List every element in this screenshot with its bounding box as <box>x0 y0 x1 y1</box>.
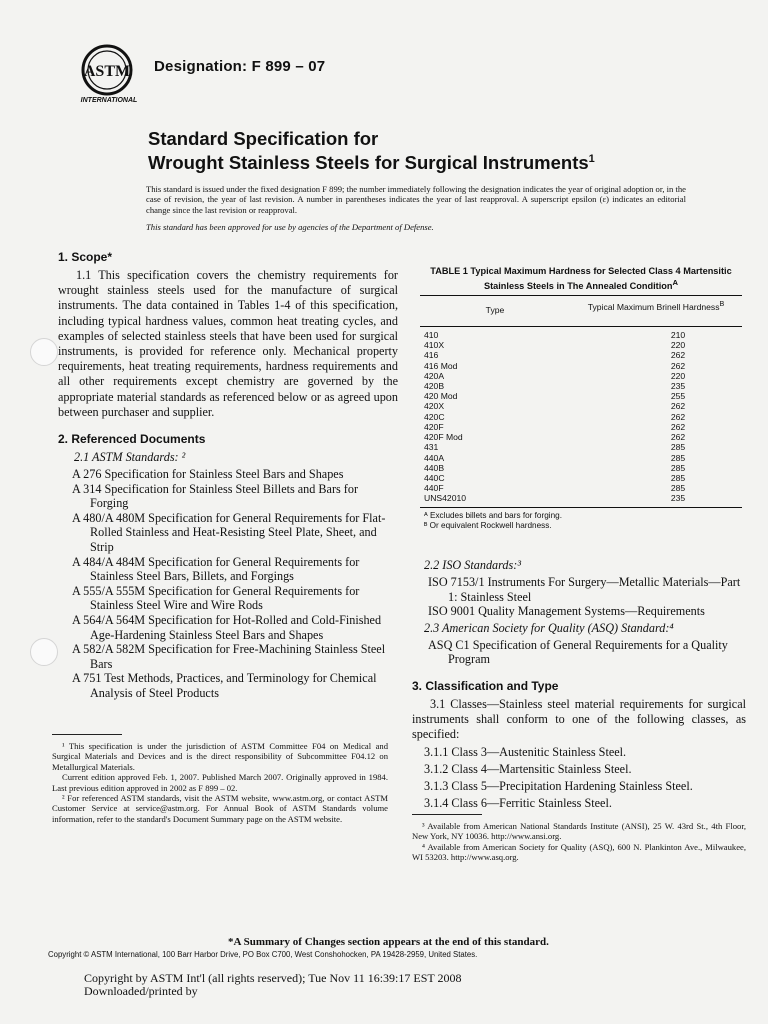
table-row <box>420 493 742 503</box>
download-stamp-line-2: Downloaded/printed by <box>84 984 198 998</box>
approval-note: This standard has been approved for use by agencies of the Department of Defense. <box>146 222 434 233</box>
cell-hardness: 220 <box>670 370 686 381</box>
table-row <box>420 422 742 432</box>
cell-hardness: 285 <box>670 442 686 453</box>
reference-item: A 480/A 480M Specification for General Requirements for Flat-Rolled Stainless and Heat-Resisting Steel Plate, Sheet, and Strip <box>72 510 386 554</box>
cell-type: UNS42010 <box>424 493 467 504</box>
cell-hardness: 210 <box>670 330 686 341</box>
footnote: Current edition approved Feb. 1, 2007. Published March 2007. Originally approved in 1984. Last previous edition approved in 2002 as F 899 – 02. <box>52 772 388 793</box>
table-row <box>420 371 742 381</box>
references-heading: 2. Referenced Documents <box>58 432 206 447</box>
footnote-divider <box>412 814 482 815</box>
cell-hardness: 285 <box>670 462 686 473</box>
table-row <box>420 391 742 401</box>
class-item: 3.1.1 Class 3—Austenitic Stainless Steel. <box>424 744 627 759</box>
table-1 <box>420 266 742 531</box>
footnote-divider <box>52 734 122 735</box>
cell-hardness: 262 <box>670 360 686 371</box>
iso-standards-heading: 2.2 ISO Standards:³ <box>424 558 521 572</box>
intro-text: This standard is issued under the fixed designation F 899; the number immediately following the designation indicates the year of original adoption or, in the case of revision, the year of last revision. A number in parentheses indicates the year of last reapproval. A superscript epsilon (ε) indicates an editorial change since the last revision or reapproval. <box>146 184 686 215</box>
right-footnotes <box>412 814 746 863</box>
cell-hardness: 262 <box>670 350 686 361</box>
astm-logo-icon <box>74 40 144 106</box>
reference-item: A 314 Specification for Stainless Steel Billets and Bars for Forging <box>72 481 359 511</box>
cell-type: 420C <box>424 411 445 422</box>
cell-type: 420F <box>424 421 444 432</box>
cell-type: 420 Mod <box>424 391 458 402</box>
reference-item: A 751 Test Methods, Practices, and Terminology for Chemical Analysis of Steel Products <box>72 671 377 700</box>
iso-reference-item: ISO 9001 Quality Management Systems—Requirements <box>428 604 705 619</box>
cell-type: 420F Mod <box>424 432 463 443</box>
cell-hardness: 285 <box>670 483 686 494</box>
table-note-b: ᴮ Or equivalent Rockwell hardness. <box>424 520 552 530</box>
table-row <box>420 361 742 371</box>
table-row <box>420 463 742 473</box>
cell-hardness: 262 <box>670 432 686 443</box>
reference-item: A 564/A 564M Specification for Hot-Rolled and Cold-Finished Age-Hardening Stainless Steel Bars and Shapes <box>72 612 382 642</box>
asq-standard-heading: 2.3 American Society for Quality (ASQ) Standard:⁴ <box>424 620 674 635</box>
cell-type: 431 <box>424 442 439 453</box>
cell-type: 440F <box>424 483 444 494</box>
footnote: ¹ This specification is under the jurisdiction of ASTM Committee F04 on Medical and Surgical Materials and Devices and is the direct responsibility of Subcommittee F04.12 on Metallurgical Materials. <box>52 741 388 772</box>
punch-hole <box>30 638 58 666</box>
class-item: 3.1.2 Class 4—Martensitic Stainless Steel. <box>424 761 632 776</box>
table-note-a: ᴬ Excludes billets and bars for forging. <box>424 510 562 520</box>
col-hardness: Typical Maximum Brinell Hardness$^B$ <box>587 300 725 312</box>
download-stamp-line-1: Copyright by ASTM Int'l (all rights reserved); Tue Nov 11 16:39:17 EST 2008 <box>84 971 462 985</box>
classification-paragraph: 3.1 Classes—Stainless steel material requirements for surgical instruments shall conform to one of the following classes, as specified: <box>412 696 746 742</box>
cell-type: 416 Mod <box>424 360 458 371</box>
footnote: ² For referenced ASTM standards, visit the ASTM website, www.astm.org, or contact ASTM Customer Service at service@astm.org. For Annual Book of ASTM Standards volume information, refer to the standard's Document Summary page on the ASTM website. <box>52 793 388 824</box>
cell-type: 410 <box>424 330 439 341</box>
cell-hardness: 262 <box>670 421 686 432</box>
title-line-1: Standard Specification for <box>148 128 379 149</box>
table-row <box>420 330 742 340</box>
classification-heading: 3. Classification and Type <box>412 678 559 693</box>
copyright-notice: Copyright © ASTM International, 100 Barr Harbor Drive, PO Box C700, West Conshohocken, PA 19428-2959, United States. <box>48 950 478 959</box>
summary-note: *A Summary of Changes section appears at the end of this standard. <box>228 936 549 948</box>
cell-type: 440B <box>424 462 445 473</box>
table-row <box>420 340 742 350</box>
astm-standards-heading: 2.1 ASTM Standards: ² <box>74 450 186 465</box>
reference-item: A 555/A 555M Specification for General Requirements for Stainless Steel Wire and Wire Rods <box>72 583 360 613</box>
cell-hardness: 235 <box>670 493 686 504</box>
punch-hole <box>30 338 58 366</box>
cell-type: 420A <box>424 370 445 381</box>
col-type: Type <box>485 305 505 316</box>
reference-item: A 484/A 484M Specification for General Requirements for Stainless Steel Bars, Billets, and Forgings <box>72 554 360 584</box>
iso-reference-item: ISO 7153/1 Instruments For Surgery—Metallic Materials—Part 1: Stainless Steel <box>428 575 741 604</box>
cell-hardness: 285 <box>670 452 686 463</box>
table-row <box>420 381 742 391</box>
cell-hardness: 235 <box>670 381 686 392</box>
table-row <box>420 442 742 452</box>
cell-hardness: 262 <box>670 401 686 412</box>
logo-subtext: INTERNATIONAL <box>80 97 138 104</box>
cell-type: 410X <box>424 340 445 351</box>
title-line-2: Wrought Stainless Steels for Surgical Instruments$^1$ <box>148 152 595 174</box>
left-footnotes <box>52 734 388 824</box>
class-item: 3.1.3 Class 5—Precipitation Hardening Stainless Steel. <box>424 778 693 793</box>
scope-paragraph: 1.1 This specification covers the chemistry requirements for wrought stainless steels used for the manufacture of surgical instruments. The data contained in Tables 1-4 of this specification, including typical hardness values, common heat treating cycles, and examples of selected stainless steels that have been used for surgical instruments, is provided for reference only. Mechanical property requirements, heat treating requirements, hardness requirements and all other requirements except chemistry are governed by the appropriate material standards as referenced below or as agreed upon between purchaser and supplier. <box>58 268 398 419</box>
cell-type: 416 <box>424 350 439 361</box>
table-header <box>420 299 742 323</box>
cell-hardness: 255 <box>670 391 686 402</box>
reference-item: A 582/A 582M Specification for Free-Machining Stainless Steel Bars <box>72 642 386 671</box>
table-row <box>420 401 742 411</box>
asq-reference-item: ASQ C1 Specification of General Requirements for a Quality Program <box>428 637 728 667</box>
table-row <box>420 483 742 493</box>
download-stamp <box>84 972 724 998</box>
cell-hardness: 285 <box>670 472 686 483</box>
table-caption: TABLE 1 Typical Maximum Hardness for Selected Class 4 Martensitic Stainless Steels in The Annealed Condition$^A$ <box>430 266 732 292</box>
footnote: ³ Available from American National Standards Institute (ANSI), 25 W. 43rd St., 4th Floor, New York, NY 10036. http://www.ansi.org. <box>412 821 746 842</box>
table-row <box>420 432 742 442</box>
cell-type: 420B <box>424 381 445 392</box>
left-column <box>58 250 398 701</box>
cell-hardness: 220 <box>670 340 686 351</box>
class-item: 3.1.4 Class 6—Ferritic Stainless Steel. <box>424 795 612 810</box>
table-row <box>420 453 742 463</box>
table-row <box>420 350 742 360</box>
right-column <box>412 556 746 813</box>
cell-type: 440C <box>424 472 445 483</box>
cell-hardness: 262 <box>670 411 686 422</box>
designation: Designation: F 899 – 07 <box>154 58 326 75</box>
intro-notice <box>146 184 686 233</box>
footnote: ⁴ Available from American Society for Quality (ASQ), 600 N. Plankinton Ave., Milwaukee, WI 53203. http://www.asq.org. <box>412 841 746 863</box>
cell-type: 420X <box>424 401 445 412</box>
table-row <box>420 412 742 422</box>
document-title <box>148 128 595 173</box>
scope-heading: 1. Scope* <box>58 250 113 264</box>
logo-text: ASTM <box>83 63 131 80</box>
reference-item: A 276 Specification for Stainless Steel Bars and Shapes <box>72 467 344 482</box>
cell-type: 440A <box>424 452 445 463</box>
table-row <box>420 473 742 483</box>
astm-reference-list <box>58 467 398 701</box>
